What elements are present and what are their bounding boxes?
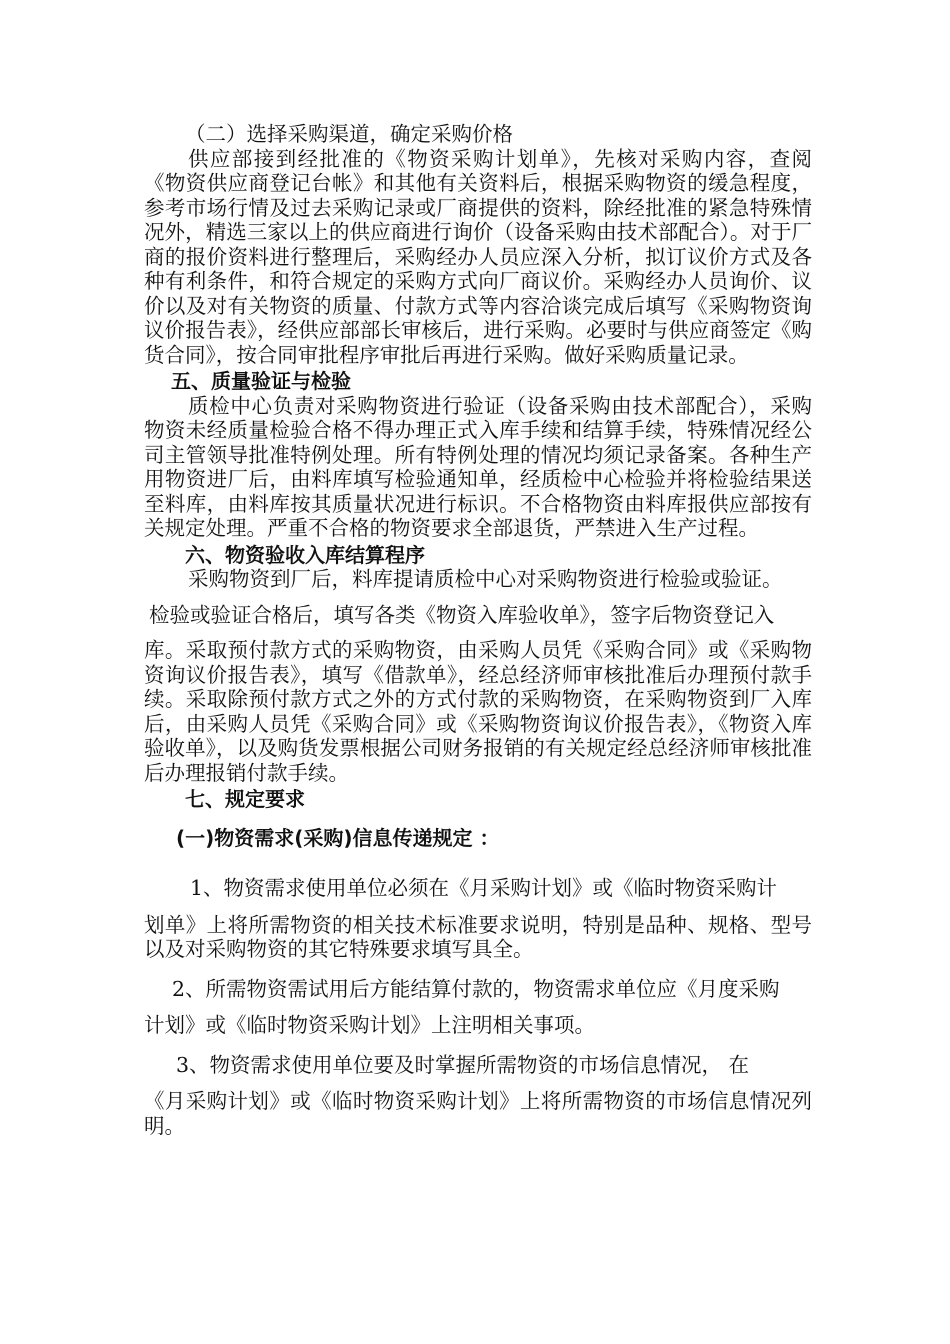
heading-quality-verification: 五、质量验证与检验 xyxy=(171,369,351,393)
heading-storage-settlement: 六、物资验收入库结算程序 xyxy=(185,542,425,567)
document-page xyxy=(144,122,812,1138)
rule-1-line-1: 1、物资需求使用单位必须在《月采购计划》或《临时物资采购计 xyxy=(190,876,778,900)
rule-3-line-1: 3、物资需求使用单位要及时掌握所需物资的市场信息情况， 在 xyxy=(176,1052,750,1077)
paragraph-storage-line-2: 检验或验证合格后，填写各类《物资入库验收单》，签字后物资登记入 xyxy=(149,602,775,627)
heading-requirements: 七、规定要求 xyxy=(185,787,305,811)
sub-heading-information-transfer: (一)物资需求(采购)信息传递规定 ： xyxy=(176,825,500,850)
paragraph-storage-settlement: 库。采取预付款方式的采购物资，由采购人员凭《采购合同》或《采购物资询议价报告表》，填写《借款单》，经总经济师审核批准后办理预付款手续。采取除预付款方式之外的方式付款的采购物资，在采购物资到厂入库后，由采购人员凭《采购合同》或《采购物资询议价报告表》，《物资入库验收单》，以及购货发票根据公司财务报销的有关规定经总经济师审核批准后办理报销付款手续。 xyxy=(144,638,812,785)
sub-heading-purchase-channel: （二）选择采购渠道，确定采购价格 xyxy=(185,122,513,146)
paragraph-purchase-channel: 供应部接到经批准的《物资采购计划单》，先核对采购内容，查阅《物资供应商登记台帐》和其他有关资料后，根据采购物资的缓急程度，参考市场行情及过去采购记录或厂商提供的资料，除经批准的紧急特殊情况外，精选三家以上的供应商进行询价（设备采购由技术部配合）。对于厂商的报价资料进行整理后，采购经办人员应深入分析，拟订议价方式及各种有利条件，和符合规定的采购方式向厂商议价。采购经办人员询价、议价以及对有关物资的质量、付款方式等内容洽谈完成后填写《采购物资询议价报告表》，经供应部部长审核后，进行采购。必要时与供应商签定《购货合同》，按合同审批程序审批后再进行采购。做好采购质量记录。 xyxy=(144,146,812,367)
rule-3-rest: 《月采购计划》或《临时物资采购计划》上将所需物资的市场信息情况列明。 xyxy=(144,1089,812,1138)
paragraph-storage-line-1: 采购物资到厂后，料库提请质检中心对采购物资进行检验或验证。 xyxy=(188,567,783,591)
rule-1-rest: 划单》上将所需物资的相关技术标准要求说明，特别是品种、规格、型号以及对采购物资的其它特殊要求填写具全。 xyxy=(144,912,812,961)
rule-2-line-2: 计划》或《临时物资采购计划》上注明相关事项。 xyxy=(144,1013,595,1037)
rule-2-line-1: 2、所需物资需试用后方能结算付款的，物资需求单位应《月度采购 xyxy=(172,976,780,1001)
paragraph-quality-verification: 质检中心负责对采购物资进行验证（设备采购由技术部配合），采购物资未经质量检验合格不得办理正式入库手续和结算手续，特殊情况经公司主管领导批准特例处理。所有特例处理的情况均须记录备案。各种生产用物资进厂后，由料库填写检验通知单，经质检中心检验并将检验结果送至料库，由料库按其质量状况进行标识。不合格物资由料库报供应部按有关规定处理。严重不合格的物资要求全部退货，严禁进入生产过程。 xyxy=(144,393,812,540)
